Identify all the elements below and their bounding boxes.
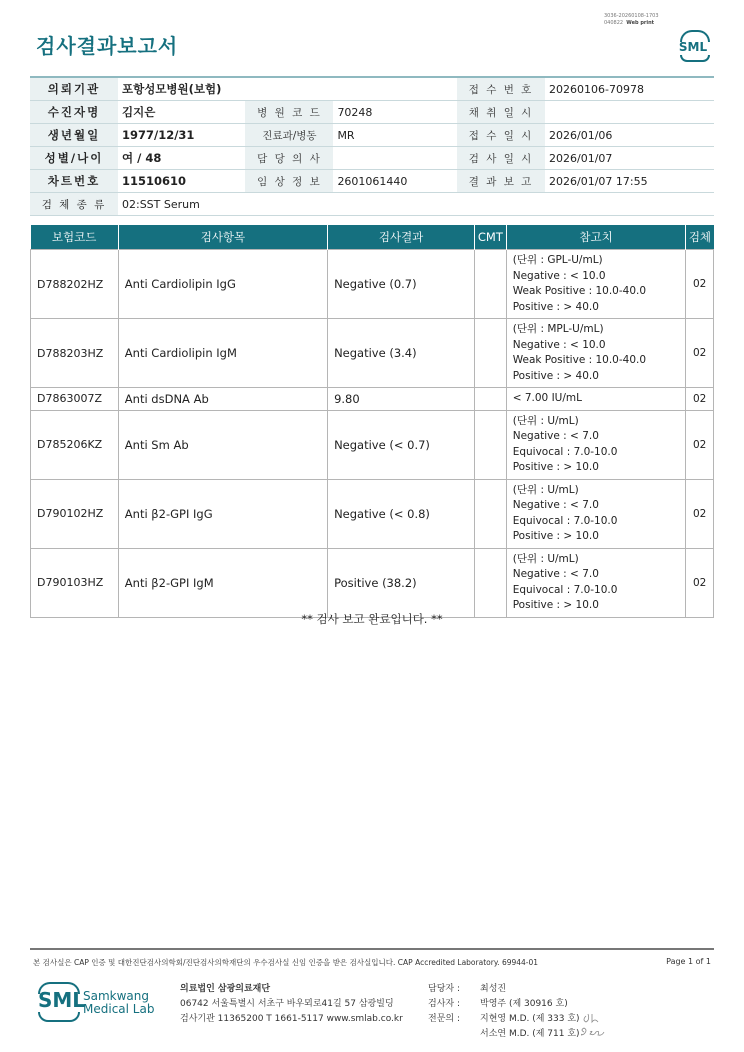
- manager-label: 담당자 :: [428, 984, 460, 994]
- report-title: 검사결과보고서: [36, 34, 179, 58]
- chart-value: 11510610: [118, 170, 245, 193]
- doctor-value: [333, 147, 457, 170]
- hospital-code-label: 병 원 코 드: [245, 101, 333, 124]
- row-reference: [506, 548, 686, 617]
- manager-name: 최성진: [480, 984, 507, 994]
- accreditation-note: 본 검사실은 CAP 인증 및 대한진단검사의학회/진단검사의학재단의 우수검사실 신임 인증을 받은 검사실입니다. CAP Accredited Laboratory. 69944-01: [33, 958, 539, 967]
- institution-contact: 검사기관 11365200 T 1661-5117 www.smlab.co.kr: [180, 1014, 403, 1024]
- ref-line: Positive : > 10.0: [512, 461, 599, 473]
- specialist-name-1: 지현영 M.D. (제 333 호): [480, 1014, 580, 1024]
- row-cmt: [475, 548, 507, 617]
- specialist-label: 전문의 :: [428, 1014, 460, 1024]
- specimen-label: 검 체 종 류: [30, 193, 118, 216]
- ref-line: Negative : < 7.0: [512, 499, 599, 511]
- row-code: D7863007Z: [31, 388, 119, 411]
- row-item: Anti Cardiolipin IgM: [118, 319, 327, 388]
- staff-info: [428, 982, 580, 1042]
- institution-label: 의뢰기관: [30, 77, 118, 101]
- receipt-no-label: 접 수 번 호: [457, 77, 545, 101]
- ref-line: Equivocal : 7.0-10.0: [512, 514, 618, 527]
- institution-value: 포항성모병원(보험): [118, 77, 457, 101]
- row-reference: [506, 319, 686, 388]
- row-result: Negative (3.4): [328, 319, 475, 388]
- doctor-label: 담 당 의 사: [245, 147, 333, 170]
- row-code: D790102HZ: [31, 479, 119, 548]
- ref-line: Weak Positive : 10.0-40.0: [512, 354, 647, 366]
- ref-line: (단위 : U/mL): [512, 414, 579, 427]
- report-date-label: 결 과 보 고: [457, 170, 545, 193]
- row-result: 9.80: [328, 388, 475, 411]
- row-code: D788202HZ: [31, 250, 119, 319]
- print-code-line2: 040822: [604, 20, 624, 26]
- clinical-value: 2601061440: [333, 170, 457, 193]
- row-code: D790103HZ: [31, 548, 119, 617]
- report-date-value: 2026/01/07 17:55: [545, 170, 714, 193]
- test-date-value: 2026/01/07: [545, 147, 714, 170]
- print-code: [604, 13, 659, 27]
- row-item: Anti β2-GPI IgG: [118, 479, 327, 548]
- row-item: Anti β2-GPI IgM: [118, 548, 327, 617]
- table-row: [31, 250, 714, 319]
- row-item: Anti Cardiolipin IgG: [118, 250, 327, 319]
- row-reference: [506, 479, 686, 548]
- row-reference: [506, 250, 686, 319]
- sex-age-label: 성별/나이: [30, 147, 118, 170]
- page-number: Page 1 of 1: [666, 957, 711, 966]
- row-cmt: [475, 319, 507, 388]
- tester-name: 박영주 (제 30916 호): [480, 999, 568, 1009]
- ref-line: Negative : < 7.0: [512, 430, 599, 442]
- row-cmt: [475, 388, 507, 411]
- specimen-value: 02:SST Serum: [118, 193, 714, 216]
- col-cmt: CMT: [475, 225, 507, 250]
- ref-line: (단위 : MPL-U/mL): [512, 323, 604, 335]
- sex-age-value: 여 / 48: [118, 147, 245, 170]
- col-reference: 참고치: [506, 225, 686, 250]
- patient-info-table: [30, 76, 714, 216]
- sml-logo-text: SML: [678, 40, 708, 54]
- sml-logo: [676, 30, 710, 60]
- samkwang-logo-name1: Samkwang: [83, 989, 149, 1003]
- ref-line: Negative : < 10.0: [512, 338, 606, 351]
- row-result: Positive (38.2): [328, 548, 475, 617]
- signature-icon: [578, 1008, 608, 1040]
- table-row: [31, 410, 714, 479]
- test-date-label: 검 사 일 시: [457, 147, 545, 170]
- table-row: [31, 388, 714, 411]
- samkwang-logo-name2: Medical Lab: [83, 1002, 155, 1016]
- tester-label: 검사자 :: [428, 999, 460, 1009]
- col-specimen: 검체: [686, 225, 714, 250]
- row-item: Anti Sm Ab: [118, 410, 327, 479]
- birth-value: 1977/12/31: [118, 124, 245, 147]
- birth-label: 생년월일: [30, 124, 118, 147]
- ref-line: (단위 : GPL-U/mL): [512, 254, 603, 266]
- row-specimen: 02: [686, 548, 714, 617]
- row-specimen: 02: [686, 410, 714, 479]
- ref-line: Positive : > 10.0: [512, 530, 599, 542]
- row-cmt: [475, 250, 507, 319]
- row-cmt: [475, 410, 507, 479]
- row-result: Negative (< 0.8): [328, 479, 475, 548]
- ref-line: (단위 : U/mL): [512, 552, 579, 565]
- clinical-label: 임 상 정 보: [245, 170, 333, 193]
- dept-label: 진료과/병동: [245, 124, 333, 147]
- print-code-line1: 3036-20260108-1703: [604, 13, 659, 19]
- row-reference: [506, 410, 686, 479]
- ref-line: Positive : > 10.0: [512, 599, 599, 611]
- table-row: [31, 319, 714, 388]
- col-code: 보험코드: [31, 225, 119, 250]
- row-code: D785206KZ: [31, 410, 119, 479]
- receipt-no-value: 20260106-70978: [545, 77, 714, 101]
- row-result: Negative (< 0.7): [328, 410, 475, 479]
- institution-address: 06742 서울특별시 서초구 바우뫼로41길 57 삼광빌딩: [180, 999, 394, 1009]
- receipt-date-value: 2026/01/06: [545, 124, 714, 147]
- row-code: D788203HZ: [31, 319, 119, 388]
- ref-line: (단위 : U/mL): [512, 483, 579, 496]
- col-result: 검사결과: [328, 225, 475, 250]
- patient-label: 수진자명: [30, 101, 118, 124]
- dept-value: MR: [333, 124, 457, 147]
- ref-line: Weak Positive : 10.0-40.0: [512, 285, 647, 297]
- results-table: [30, 225, 714, 618]
- col-item: 검사항목: [118, 225, 327, 250]
- institution-info: [180, 982, 403, 1027]
- row-specimen: 02: [686, 388, 714, 411]
- table-row: [31, 548, 714, 617]
- hospital-code-value: 70248: [333, 101, 457, 124]
- report-complete-note: ** 검사 보고 완료입니다. **: [301, 612, 443, 626]
- receipt-date-label: 접 수 일 시: [457, 124, 545, 147]
- row-reference: [506, 388, 686, 411]
- institution-name: 의료법인 삼광의료재단: [180, 984, 271, 994]
- samkwang-logo: [36, 982, 156, 1026]
- patient-value: 김지은: [118, 101, 245, 124]
- footer-divider: [30, 948, 714, 950]
- table-row: [31, 479, 714, 548]
- ref-line: < 7.00 IU/mL: [512, 392, 582, 404]
- collect-date-label: 채 취 일 시: [457, 101, 545, 124]
- row-item: Anti dsDNA Ab: [118, 388, 327, 411]
- ref-line: Equivocal : 7.0-10.0: [512, 583, 618, 596]
- row-result: Negative (0.7): [328, 250, 475, 319]
- web-print-label: Web print: [626, 20, 655, 26]
- row-specimen: 02: [686, 250, 714, 319]
- row-specimen: 02: [686, 479, 714, 548]
- ref-line: Negative : < 10.0: [512, 269, 606, 282]
- ref-line: Equivocal : 7.0-10.0: [512, 445, 618, 458]
- ref-line: Negative : < 7.0: [512, 568, 599, 580]
- ref-line: Positive : > 40.0: [512, 300, 599, 313]
- row-specimen: 02: [686, 319, 714, 388]
- specialist-name-2: 서소연 M.D. (제 711 호): [480, 1029, 580, 1039]
- chart-label: 차트번호: [30, 170, 118, 193]
- row-cmt: [475, 479, 507, 548]
- collect-date-value: [545, 101, 714, 124]
- ref-line: Positive : > 40.0: [512, 369, 599, 382]
- samkwang-logo-sml: SML: [38, 988, 86, 1012]
